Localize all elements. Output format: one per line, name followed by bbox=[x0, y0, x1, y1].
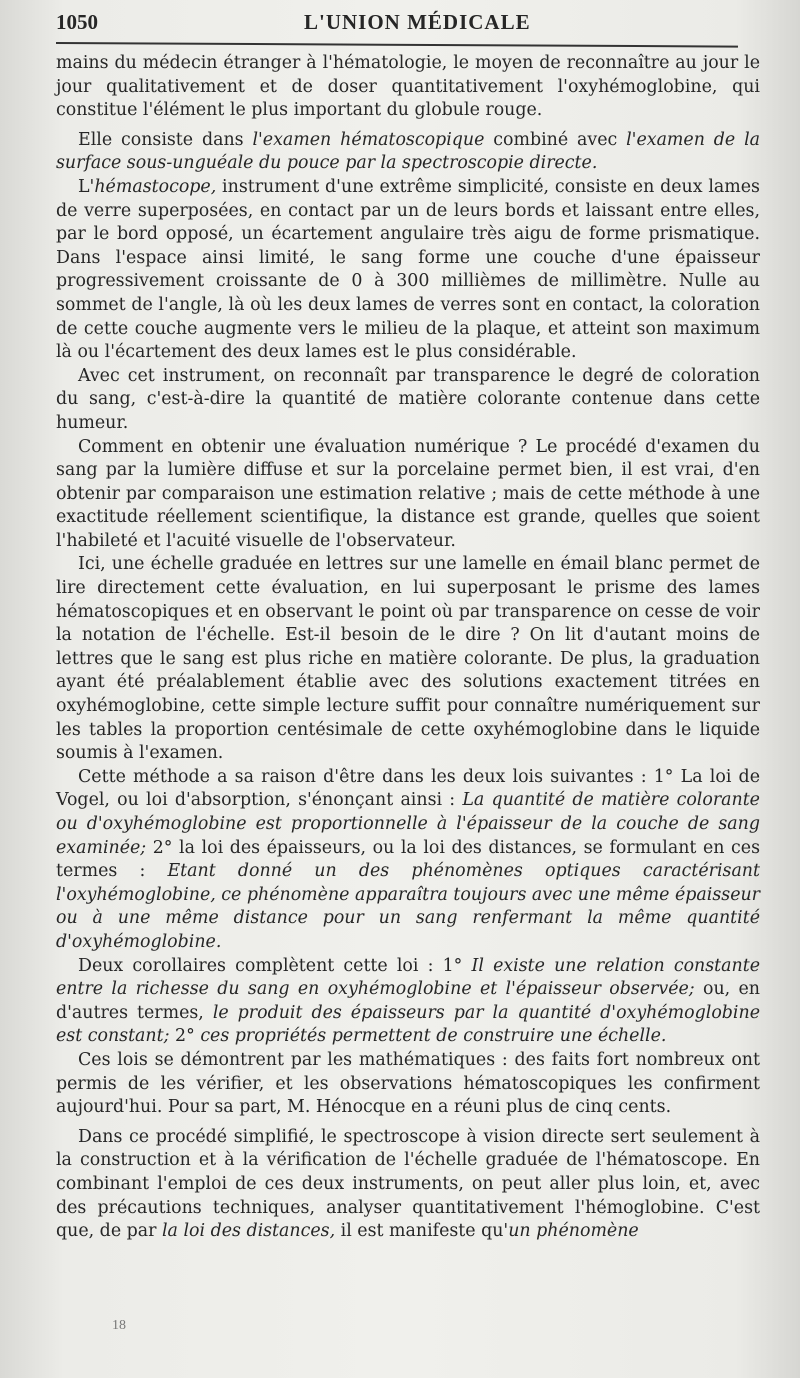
page-number: 1050 bbox=[56, 10, 98, 34]
italic-run: un phénomène bbox=[508, 1221, 639, 1242]
text-run: Cette méthode a sa raison d'être dans les deux lois suivantes : 1° La loi de Vogel, ou loi d'absorption, s'énonçant ainsi : bbox=[56, 766, 760, 811]
text-run: Ces lois se démontrent par les mathématiques : des faits fort nombreux ont permis de les vérifier, et les observations hématoscopiques les confirment aujourd'hui. Pour sa part, M. Hénocque en a réuni plus de cinq cents. bbox=[56, 1049, 760, 1118]
body-text bbox=[56, 52, 760, 1244]
text-run: 2° bbox=[169, 1026, 201, 1047]
header-rule bbox=[56, 42, 738, 48]
text-run: il est manifeste qu' bbox=[335, 1221, 509, 1242]
text-run: Ici, une échelle graduée en lettres sur une lamelle en émail blanc permet de lire directement cette évaluation, en lui superposant le prisme des lames hématoscopiques et en observant le point où par transparence on cesse de voir la notation de l'échelle. Est-il besoin de le dire ? On lit d'autant moins de lettres que le sang est plus riche en matière colorante. De plus, la graduation ayant été préalablement établie avec des solutions exactement titrées en oxyhémoglobine, cette simple lecture suffit pour connaître numériquement sur les tables la proportion centésimale de cette oxyhémoglobine dans le liquide soumis à l'examen. bbox=[56, 554, 760, 764]
paragraph bbox=[56, 1049, 760, 1120]
italic-run: le produit des épaisseurs par la quantité d'oxyhémoglobine est constant; bbox=[56, 1002, 760, 1047]
italic-run: ces propriétés permettent de construire une échelle. bbox=[200, 1026, 667, 1047]
paragraph bbox=[56, 129, 760, 176]
text-run: combiné avec bbox=[484, 129, 627, 150]
text-run: Avec cet instrument, on reconnaît par transparence le degré de coloration du sang, c'est-à-dire la quantité de matière colorante contenue dans cette humeur. bbox=[56, 365, 760, 433]
text-run: L' bbox=[78, 176, 95, 197]
paragraph bbox=[56, 1126, 760, 1244]
text-run: Deux corollaires complètent cette loi : 1° bbox=[78, 955, 472, 976]
paragraph bbox=[56, 955, 760, 1049]
page-header bbox=[56, 8, 746, 36]
italic-run: la loi des distances, bbox=[161, 1221, 336, 1242]
paragraph bbox=[56, 436, 760, 554]
text-run: Dans ce procédé simplifié, le spectroscope à vision directe sert seulement à la construction et à la vérification de l'échelle graduée de l'hématoscope. En combinant l'emploi de ces deux instruments, on peut aller plus loin, et, avec des précautions techniques, analyser quantitativement l'hémoglobine. C'est que, de par bbox=[56, 1126, 760, 1242]
paragraph bbox=[56, 365, 760, 436]
italic-run: La quantité de matière colorante ou d'oxyhémoglobine est proportionnelle à l'épaisseur de la couche de sang examinée; bbox=[56, 790, 760, 858]
paragraph bbox=[56, 52, 760, 123]
text-run: Comment en obtenir une évaluation numérique ? Le procédé d'examen du sang par la lumière diffuse et sur la porcelaine permet bien, il est vrai, d'en obtenir par comparaison une estimation relative ; mais de cette méthode à une exactitude réellement scientifique, la distance est grande, quelles que soient l'habileté et l'acuité visuelle de l'observateur. bbox=[56, 436, 760, 551]
italic-run: Il existe une relation constante entre la richesse du sang en oxyhémoglobine et l'épaisseur observée; bbox=[56, 955, 760, 1000]
italic-run: l'examen de la surface sous-unguéale du pouce par la spectroscopie directe. bbox=[56, 129, 761, 174]
text-run: Elle consiste dans bbox=[78, 129, 253, 150]
signature-mark: 18 bbox=[112, 1318, 126, 1333]
text-run: instrument d'une extrême simplicité, consiste en deux lames de verre superposées, en contact par un de leurs bords et laissant entre elles, par le bord opposé, un écartement angulaire très aigu de forme prismatique. Dans l'espace ainsi limité, le sang forme une couche d'une épaisseur progressivement croissante de 0 à 300 millièmes de millimètre. Nulle au sommet de l'angle, là où les deux lames de verres sont en contact, la coloration de cette couche augmente vers le milieu de la plaque, et atteint son maximum là ou l'écartement des deux lames est le plus considérable. bbox=[56, 176, 760, 363]
paragraph bbox=[56, 766, 760, 955]
text-run: 2° la loi des épaisseurs, ou la loi des distances, se formulant en ces termes : bbox=[56, 837, 760, 882]
italic-run: l'examen hématoscopique bbox=[252, 129, 485, 150]
paragraph bbox=[56, 176, 760, 365]
text-run: ou, en d'autres termes, bbox=[56, 979, 760, 1023]
italic-run: hémastocope, bbox=[94, 176, 217, 197]
italic-run: Etant donné un des phénomènes optiques caractérisant l'oxyhémoglobine, ce phénomène apparaîtra toujours avec une même épaisseur ou à une même distance pour un sang renfermant la même quantité d'oxyhémoglobine. bbox=[56, 861, 760, 952]
running-title: L'UNION MÉDICALE bbox=[304, 10, 531, 34]
paragraph bbox=[56, 553, 760, 765]
text-run: mains du médecin étranger à l'hématologie, le moyen de reconnaître au jour le jour qualitativement et de doser quantitativement l'oxyhémoglobine, qui constitue l'élément le plus important du globule rouge. bbox=[56, 53, 760, 121]
